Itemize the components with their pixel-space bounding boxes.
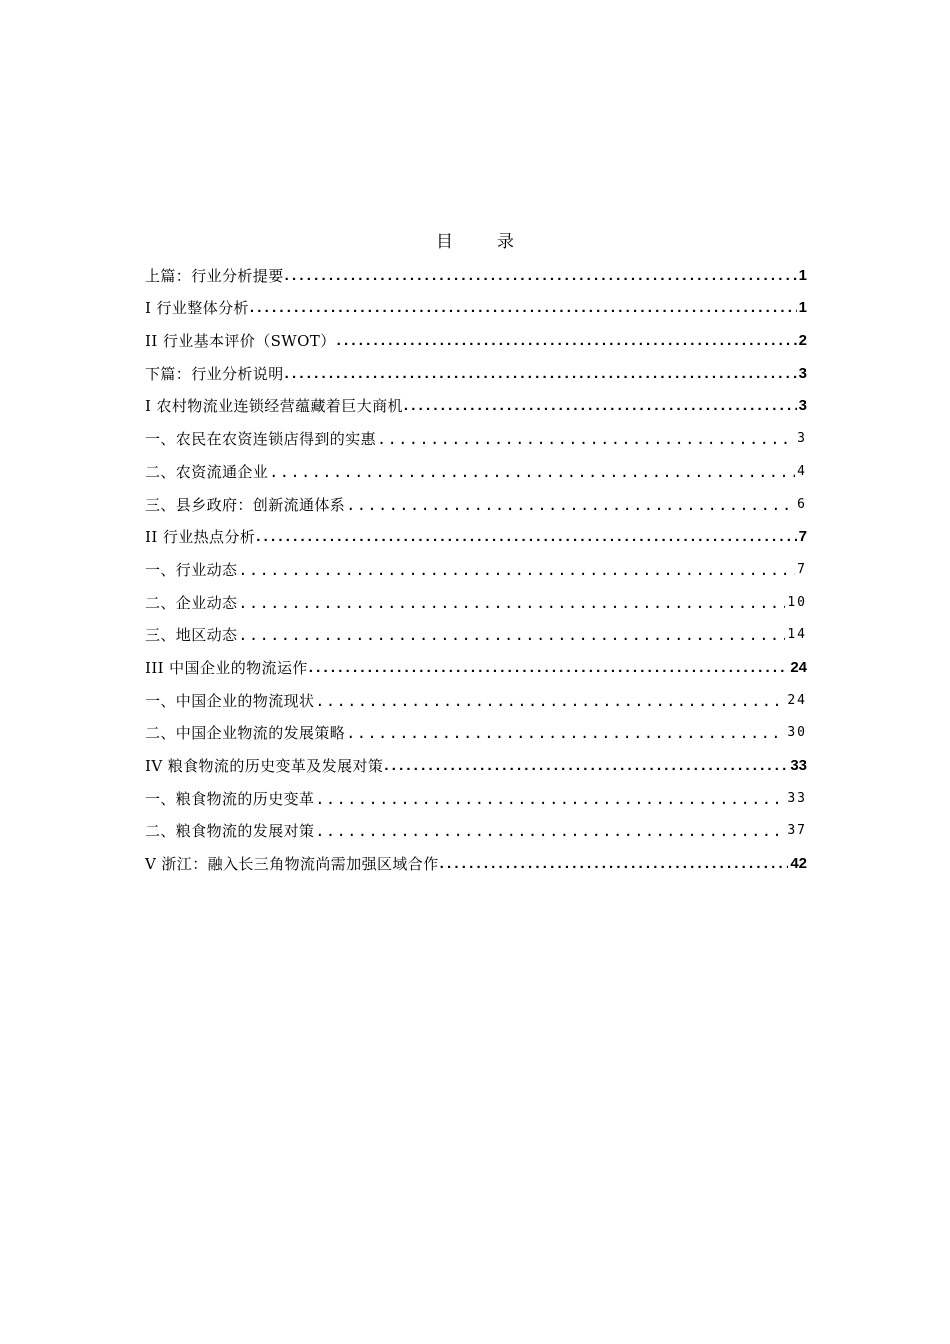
toc-entry-label: 三、县乡政府：创新流通体系	[145, 495, 346, 514]
toc-entry[interactable]	[145, 585, 807, 618]
toc-entry-label: IV 粮食物流的历史变革及发展对策	[145, 757, 384, 775]
toc-dot-leader	[238, 593, 785, 613]
toc-entry[interactable]	[145, 454, 807, 487]
toc-entry[interactable]	[145, 520, 807, 553]
toc-dot-leader	[346, 495, 795, 515]
toc-dot-leader	[315, 821, 785, 841]
toc-entry-label: 一、中国企业的物流现状	[145, 691, 315, 710]
toc-page-number: 1	[798, 266, 807, 284]
toc-entry[interactable]	[145, 389, 807, 422]
toc-page-number: 3	[798, 364, 807, 382]
toc-page-number: 33	[787, 790, 807, 806]
toc-entry-label: 下篇：行业分析说明	[145, 364, 284, 383]
toc-page-number: 24	[787, 692, 807, 708]
toc-dot-leader	[377, 429, 795, 449]
toc-page-number: 2	[798, 332, 807, 350]
toc-entry[interactable]	[145, 781, 807, 814]
toc-entry-label: 二、中国企业物流的发展策略	[145, 724, 346, 743]
toc-page-number: 10	[787, 594, 807, 610]
toc-entry-label: 三、地区动态	[145, 626, 238, 645]
toc-entry[interactable]	[145, 421, 807, 454]
toc-entry-label: II 行业基本评价（SWOT）	[145, 332, 336, 351]
toc-entry-label: I 农村物流业连锁经营蕴藏着巨大商机	[145, 397, 403, 416]
toc-entry[interactable]	[145, 683, 807, 716]
toc-dot-leader	[404, 396, 797, 416]
toc-page-number: 30	[787, 725, 807, 741]
toc-dot-leader	[315, 789, 785, 809]
toc-entry-label: 二、企业动态	[145, 593, 238, 612]
toc-dot-leader	[269, 462, 795, 482]
toc-dot-leader	[346, 723, 785, 743]
toc-entry[interactable]	[145, 716, 807, 749]
toc-page-number: 33	[790, 757, 807, 774]
toc-entry-label: III 中国企业的物流运作	[145, 658, 308, 677]
toc-entry-label: 一、行业动态	[145, 560, 238, 579]
toc-page-number: 14	[787, 627, 807, 643]
toc-page-number: 3	[798, 397, 807, 415]
toc-dot-leader	[238, 560, 795, 580]
toc-dot-leader	[337, 331, 797, 351]
toc-entry[interactable]	[145, 748, 807, 781]
toc-entry[interactable]	[145, 291, 807, 324]
toc-entry-label: 一、粮食物流的历史变革	[145, 789, 315, 808]
toc-dot-leader	[440, 854, 789, 874]
toc-dot-leader	[315, 691, 785, 711]
toc-page-number: 3	[797, 431, 807, 447]
toc-entry[interactable]	[145, 487, 807, 520]
toc-entry-label: II 行业热点分析	[145, 528, 256, 547]
toc-entry-label: 一、农民在农资连锁店得到的实惠	[145, 430, 377, 449]
toc-dot-leader	[384, 756, 788, 776]
toc-entry-label: 二、粮食物流的发展对策	[145, 822, 315, 841]
toc-title: 目录	[436, 232, 558, 252]
toc-page-number: 42	[790, 855, 807, 873]
toc-dot-leader	[285, 364, 797, 384]
toc-page-number: 4	[797, 463, 807, 479]
table-of-contents	[145, 258, 807, 879]
toc-entry[interactable]	[145, 814, 807, 847]
toc-dot-leader	[250, 298, 797, 318]
toc-dot-leader	[285, 266, 797, 286]
toc-dot-leader	[309, 658, 789, 678]
toc-page-number: 6	[797, 496, 807, 512]
toc-entry[interactable]	[145, 258, 807, 291]
toc-page-number: 7	[798, 528, 807, 546]
toc-entry[interactable]	[145, 846, 807, 879]
toc-page-number: 37	[787, 823, 807, 839]
toc-entry-label: 二、农资流通企业	[145, 462, 269, 481]
toc-page-number: 7	[797, 561, 807, 577]
toc-dot-leader	[256, 527, 796, 547]
toc-entry[interactable]	[145, 552, 807, 585]
toc-dot-leader	[238, 625, 785, 645]
toc-entry-label: V 浙江：融入长三角物流尚需加强区域合作	[145, 855, 439, 874]
toc-entry-label: I 行业整体分析	[145, 299, 249, 318]
toc-page-number: 1	[798, 299, 807, 317]
toc-entry[interactable]	[145, 650, 807, 683]
toc-entry-label: 上篇：行业分析提要	[145, 266, 284, 285]
toc-page-number: 24	[790, 658, 807, 676]
toc-entry[interactable]	[145, 618, 807, 651]
toc-entry[interactable]	[145, 356, 807, 389]
toc-entry[interactable]	[145, 323, 807, 356]
